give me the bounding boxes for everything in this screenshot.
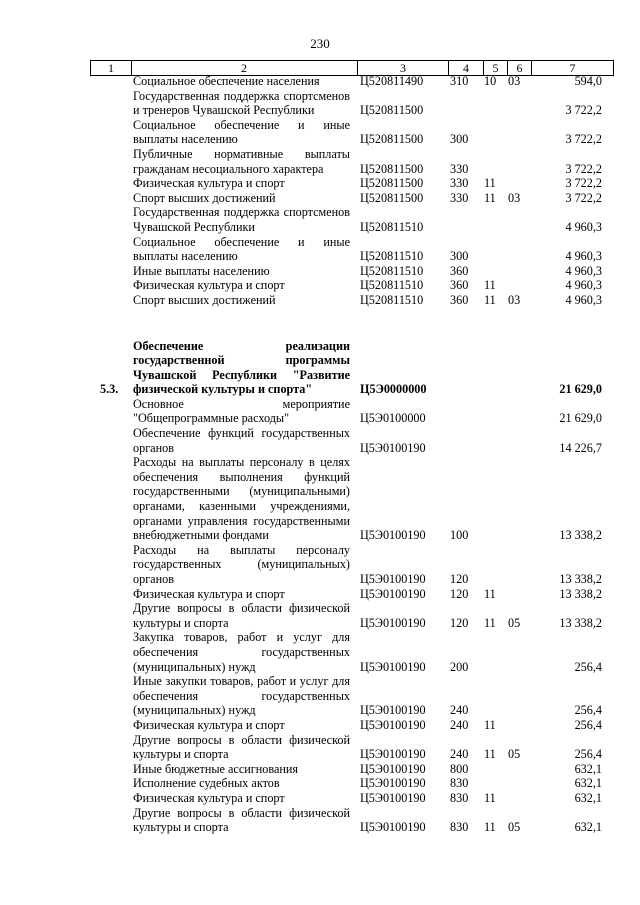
- row-expense-type: 240: [450, 747, 469, 762]
- row-expense-type: 240: [450, 703, 469, 718]
- row-amount: 4 960,3: [565, 292, 602, 307]
- header-col-1: 1: [90, 61, 132, 75]
- row-expense-type: 300: [450, 249, 469, 264]
- row-amount: 4 960,3: [565, 278, 602, 293]
- row-amount: 256,4: [574, 747, 602, 762]
- row-name: Спорт высших достижений: [133, 292, 276, 307]
- table-row: [0, 397, 640, 426]
- row-code: Ц520811500: [360, 161, 424, 176]
- row-section: 11: [484, 717, 496, 732]
- row-code: Ц520811510: [360, 219, 424, 234]
- row-section: 11: [484, 586, 496, 601]
- row-amount: 3 722,2: [565, 161, 602, 176]
- row-name: Спорт высших достижений: [133, 190, 276, 205]
- row-name: Социальное обеспечение населения: [133, 74, 320, 88]
- row-section: 11: [484, 615, 496, 630]
- row-name: Социальное обеспечение и иные выплаты населению: [133, 234, 350, 264]
- row-code: Ц5Э0100190: [360, 761, 426, 776]
- row-name: Физическая культура и спорт: [133, 586, 285, 601]
- row-amount: 256,4: [574, 703, 602, 718]
- row-code: Ц5Э0100190: [360, 820, 426, 835]
- table-row: [0, 601, 640, 630]
- row-amount: 4 960,3: [565, 219, 602, 234]
- table-row: [0, 806, 640, 835]
- header-col-6: 6: [508, 61, 532, 75]
- row-amount: 13 338,2: [559, 572, 602, 586]
- row-expense-type: 830: [450, 776, 469, 791]
- row-section: 11: [484, 292, 496, 307]
- row-amount: 21 629,0: [559, 411, 602, 426]
- row-code: Ц520811510: [360, 263, 424, 278]
- row-name: Другие вопросы в области физической культуры и спорта: [133, 805, 350, 835]
- row-name: Обеспечение реализации государственной программы Чувашской Республики "Развитие физической культуры и спорта": [133, 338, 350, 397]
- table-row: [0, 264, 640, 279]
- table-row: [0, 674, 640, 718]
- row-section: 11: [484, 176, 496, 191]
- row-name: Государственная поддержка спортсменов Чувашской Республики: [133, 205, 350, 234]
- table-row: [0, 278, 640, 293]
- row-name: Государственная поддержка спортсменов и тренеров Чувашской Республики: [133, 88, 350, 118]
- row-name: Расходы на выплаты персоналу государственных (муниципальных) органов: [133, 542, 350, 586]
- row-amount: 13 338,2: [559, 615, 602, 630]
- header-col-3: 3: [358, 61, 449, 75]
- table-row: [0, 293, 640, 308]
- row-name: Физическая культура и спорт: [133, 717, 285, 732]
- table-row: [0, 587, 640, 602]
- header-col-7: 7: [532, 61, 614, 75]
- row-code: Ц5Э0100190: [360, 703, 426, 718]
- table-row: [0, 733, 640, 762]
- row-section: 11: [484, 790, 496, 805]
- row-amount: 256,4: [574, 717, 602, 732]
- section-number: 5.3.: [100, 382, 119, 397]
- row-amount: 632,1: [574, 790, 602, 805]
- row-amount: 594,0: [574, 74, 602, 88]
- row-name: Физическая культура и спорт: [133, 278, 285, 293]
- row-name: Закупка товаров, работ и услуг для обеспечения государственных (муниципальных) нужд: [133, 630, 350, 674]
- row-code: Ц5Э0000000: [360, 382, 427, 397]
- row-code: Ц5Э0100190: [360, 586, 426, 601]
- row-expense-type: 330: [450, 161, 469, 176]
- table-row: [0, 118, 640, 147]
- row-code: Ц520811500: [360, 132, 424, 147]
- row-amount: 4 960,3: [565, 249, 602, 264]
- row-name: Иные выплаты населению: [133, 263, 270, 278]
- row-name: Исполнение судебных актов: [133, 776, 280, 791]
- row-name: Обеспечение функций государственных органов: [133, 426, 350, 455]
- row-expense-type: 240: [450, 717, 469, 732]
- row-subsection: 05: [508, 747, 521, 762]
- row-code: Ц520811510: [360, 249, 424, 264]
- row-name: Публичные нормативные выплаты гражданам несоциального характера: [133, 146, 350, 176]
- table-row: [0, 89, 640, 118]
- row-expense-type: 200: [450, 659, 469, 674]
- table-row: [0, 176, 640, 191]
- row-code: Ц5Э0100190: [360, 528, 426, 543]
- row-amount: 13 338,2: [559, 586, 602, 601]
- row-code: Ц520811510: [360, 292, 424, 307]
- row-name: Физическая культура и спорт: [133, 176, 285, 191]
- row-section: 11: [484, 278, 496, 293]
- row-expense-type: 360: [450, 292, 469, 307]
- section-gap: [0, 308, 640, 339]
- row-code: Ц5Э0100190: [360, 615, 426, 630]
- row-subsection: 03: [508, 190, 521, 205]
- row-code: Ц5Э0100190: [360, 776, 426, 791]
- row-amount: 4 960,3: [565, 263, 602, 278]
- row-expense-type: 360: [450, 263, 469, 278]
- row-amount: 632,1: [574, 820, 602, 835]
- table-row: [0, 791, 640, 806]
- table-row: [0, 235, 640, 264]
- row-section: 10: [484, 74, 497, 88]
- table-row: [0, 776, 640, 791]
- row-name: Социальное обеспечение и иные выплаты населению: [133, 117, 350, 147]
- row-code: Ц5Э0100000: [360, 411, 426, 426]
- header-col-4: 4: [449, 61, 484, 75]
- row-name: Расходы на выплаты персоналу в целях обеспечения выполнения функций государственными (муниципальными) органами, казенными учреждениями, органами управления государственными внебюджетными фондами: [133, 455, 350, 543]
- page-number: 230: [310, 36, 330, 51]
- row-section: 11: [484, 820, 496, 835]
- section-row: [0, 339, 640, 397]
- row-name: Иные закупки товаров, работ и услуг для обеспечения государственных (муниципальных) нужд: [133, 674, 350, 718]
- row-expense-type: 100: [450, 528, 469, 543]
- row-expense-type: 330: [450, 176, 469, 191]
- row-code: Ц5Э0100190: [360, 790, 426, 805]
- row-expense-type: 300: [450, 132, 469, 147]
- row-section: 11: [484, 190, 496, 205]
- row-code: Ц520811510: [360, 278, 424, 293]
- row-amount: 632,1: [574, 776, 602, 791]
- row-code: Ц5Э0100190: [360, 572, 426, 586]
- row-amount: 632,1: [574, 761, 602, 776]
- table-row: [0, 762, 640, 777]
- row-name: Физическая культура и спорт: [133, 790, 285, 805]
- row-amount: 256,4: [574, 659, 602, 674]
- row-amount: 13 338,2: [559, 528, 602, 543]
- row-code: Ц520811500: [360, 176, 424, 191]
- table-row: [0, 426, 640, 455]
- row-code: Ц5Э0100190: [360, 659, 426, 674]
- row-expense-type: 120: [450, 572, 469, 586]
- row-code: Ц5Э0100190: [360, 440, 426, 455]
- row-amount: 3 722,2: [565, 103, 602, 118]
- row-expense-type: 120: [450, 586, 469, 601]
- row-amount: 14 226,7: [559, 440, 602, 455]
- row-expense-type: 330: [450, 190, 469, 205]
- table-row: [0, 191, 640, 206]
- row-expense-type: 830: [450, 790, 469, 805]
- row-section: 11: [484, 747, 496, 762]
- row-subsection: 03: [508, 292, 521, 307]
- row-expense-type: 830: [450, 820, 469, 835]
- table-row: [0, 147, 640, 176]
- budget-table-body: [0, 74, 640, 835]
- table-row: [0, 630, 640, 674]
- table-row: [0, 543, 640, 587]
- row-code: Ц5Э0100190: [360, 747, 426, 762]
- table-row: [0, 74, 640, 89]
- header-col-2: 2: [131, 61, 358, 75]
- row-code: Ц520811490: [360, 74, 424, 88]
- row-subsection: 05: [508, 820, 521, 835]
- table-row: [0, 205, 640, 234]
- table-row: [0, 455, 640, 543]
- row-name: Основное мероприятие "Общепрограммные расходы": [133, 396, 350, 426]
- row-code: Ц5Э0100190: [360, 717, 426, 732]
- row-amount: 3 722,2: [565, 132, 602, 147]
- row-code: Ц520811500: [360, 190, 424, 205]
- row-expense-type: 310: [450, 74, 469, 88]
- row-name: Иные бюджетные ассигнования: [133, 761, 299, 776]
- row-expense-type: 120: [450, 615, 469, 630]
- row-expense-type: 360: [450, 278, 469, 293]
- row-expense-type: 800: [450, 761, 469, 776]
- row-code: Ц520811500: [360, 103, 424, 118]
- table-row: [0, 718, 640, 733]
- row-amount: 21 629,0: [559, 382, 602, 397]
- row-subsection: 05: [508, 615, 521, 630]
- header-col-5: 5: [484, 61, 508, 75]
- row-name: Другие вопросы в области физической культуры и спорта: [133, 601, 350, 630]
- row-amount: 3 722,2: [565, 176, 602, 191]
- row-subsection: 03: [508, 74, 521, 88]
- row-amount: 3 722,2: [565, 190, 602, 205]
- row-name: Другие вопросы в области физической культуры и спорта: [133, 732, 350, 762]
